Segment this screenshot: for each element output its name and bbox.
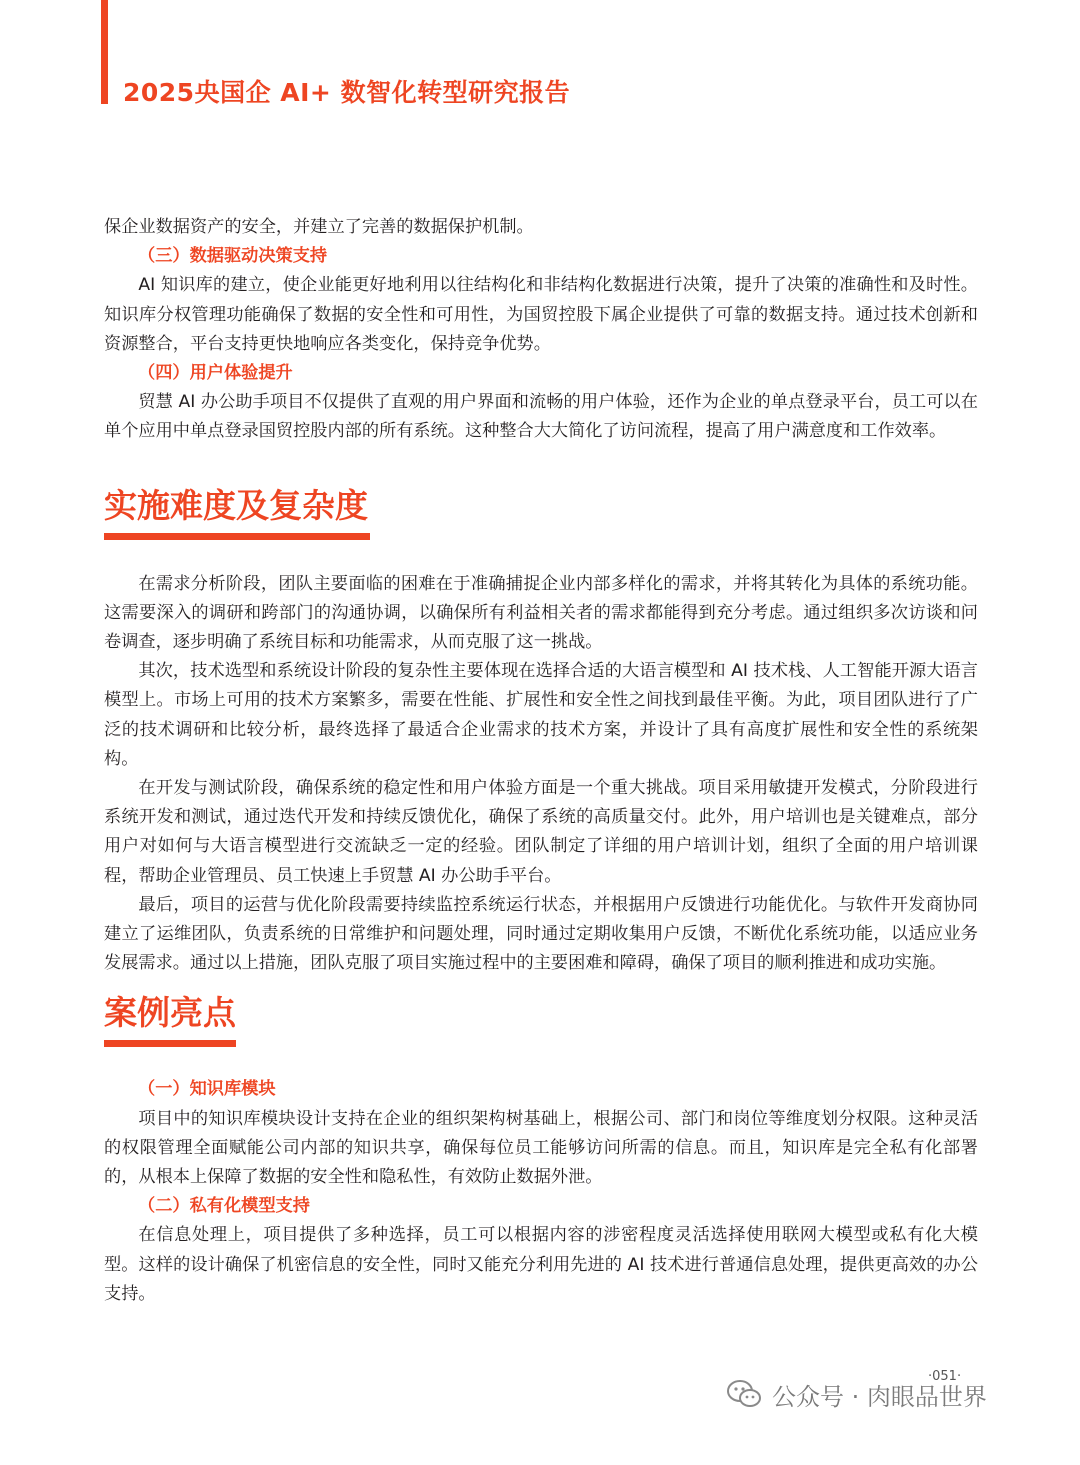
header-accent-bar (101, 0, 108, 104)
intro-paragraph: 保企业数据资产的安全，并建立了完善的数据保护机制。 (104, 217, 534, 237)
section-title-difficulty: 实施难度及复杂度 (104, 485, 368, 525)
subsection-paragraph-private-model: 在信息处理上，项目提供了多种选择，员工可以根据内容的涉密程度灵活选择使用联网大模型或私有化大模型。这样的设计确保了机密信息的安全性，同时又能充分利用先进的 AI 技术进行普通信息处理，提供更高效的办公支持。 (104, 1225, 978, 1304)
page-number: ·051· (928, 1369, 962, 1384)
wechat-icon (726, 1379, 762, 1409)
subsection-paragraph-user-experience: 贸慧 AI 办公助手项目不仅提供了直观的用户界面和流畅的用户体验，还作为企业的单点登录平台，员工可以在单个应用中单点登录国贸控股内部的所有系统。这种整合大大简化了访问流程，提高了用户满意度和工作效率。 (104, 392, 978, 442)
subsection-heading-private-model: （二）私有化模型支持 (138, 1196, 310, 1217)
report-title: 2025央国企 AI+ 数智化转型研究报告 (123, 78, 571, 107)
section-underline-difficulty (104, 533, 370, 540)
subsection-paragraph-data-driven: AI 知识库的建立，使企业能更好地利用以往结构化和非结构化数据进行决策，提升了决策的准确性和及时性。知识库分权管理功能确保了数据的安全性和可用性，为国贸控股下属企业提供了可靠的数据支持。通过技术创新和资源整合，平台支持更快地响应各类变化，保持竞争优势。 (104, 275, 978, 354)
difficulty-paragraph-3: 在开发与测试阶段，确保系统的稳定性和用户体验方面是一个重大挑战。项目采用敏捷开发模式，分阶段进行系统开发和测试，通过迭代开发和持续反馈优化，确保了系统的高质量交付。此外，用户培训也是关键难点，部分用户对如何与大语言模型进行交流缺乏一定的经验。团队制定了详细的用户培训计划，组织了全面的用户培训课程，帮助企业管理员、员工快速上手贸慧 AI 办公助手平台。 (104, 778, 978, 886)
section-underline-highlights (104, 1040, 236, 1047)
subsection-paragraph-knowledge-base: 项目中的知识库模块设计支持在企业的组织架构树基础上，根据公司、部门和岗位等维度划分权限。这种灵活的权限管理全面赋能公司内部的知识共享，确保每位员工能够访问所需的信息。而且，知识库是完全私有化部署的，从根本上保障了数据的安全性和隐私性，有效防止数据外泄。 (104, 1108, 978, 1188)
watermark-brand: 公众号 · 肉眼品世界 (772, 1383, 987, 1411)
subsection-heading-knowledge-base: （一）知识库模块 (138, 1079, 276, 1100)
subsection-heading-user-experience: （四）用户体验提升 (138, 363, 293, 384)
page-content (104, 213, 978, 1309)
subsection-heading-data-driven: （三）数据驱动决策支持 (138, 246, 328, 267)
difficulty-paragraph-2: 其次，技术选型和系统设计阶段的复杂性主要体现在选择合适的大语言模型和 AI 技术栈、人工智能开源大语言模型上。市场上可用的技术方案繁多，需要在性能、扩展性和安全性之间找到最佳平衡。为此，项目团队进行了广泛的技术调研和比较分析，最终选择了最适合企业需求的技术方案，并设计了具有高度扩展性和安全性的系统架构。 (104, 661, 978, 769)
difficulty-paragraph-1: 在需求分析阶段，团队主要面临的困难在于准确捕捉企业内部多样化的需求，并将其转化为具体的系统功能。这需要深入的调研和跨部门的沟通协调，以确保所有利益相关者的需求都能得到充分考虑。通过组织多次访谈和问卷调查，逐步明确了系统目标和功能需求，从而克服了这一挑战。 (104, 573, 978, 653)
difficulty-paragraph-4: 最后，项目的运营与优化阶段需要持续监控系统运行状态，并根据用户反馈进行功能优化。与软件开发商协同建立了运维团队，负责系统的日常维护和问题处理，同时通过定期收集用户反馈，不断优化系统功能，以适应业务发展需求。通过以上措施，团队克服了项目实施过程中的主要困难和障碍，确保了项目的顺利推进和成功实施。 (104, 894, 978, 974)
section-title-highlights: 案例亮点 (104, 993, 236, 1033)
